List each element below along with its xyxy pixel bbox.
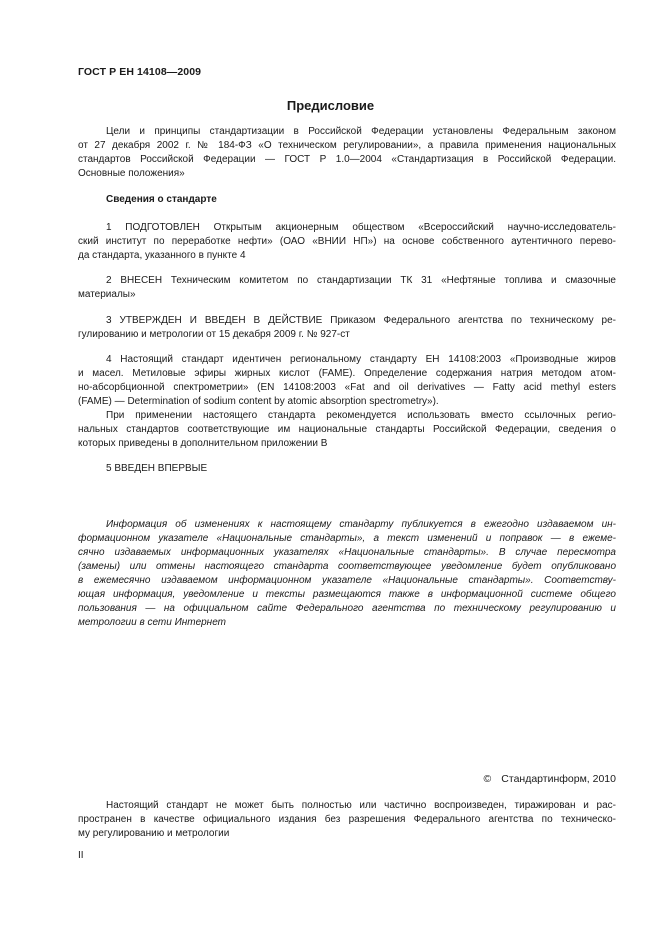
changes-info-line: пользования — на официальном сайте Федерального агентства по техническому регулированию и <box>78 603 616 614</box>
intro-paragraph <box>78 125 616 181</box>
reproduction-notice <box>78 799 616 841</box>
item-1-line: 1 ПОДГОТОВЛЕН Открытым акционерным обществом «Всероссийский научно-исследователь- <box>106 222 616 233</box>
item-1-line: да стандарта, указанного в пункте 4 <box>78 250 246 261</box>
reproduction-line: Настоящий стандарт не может быть полностью или частично воспроизведен, тиражирован и рас- <box>106 800 616 811</box>
item-4-line: и масел. Метиловые эфиры жирных кислот (FAME). Определение содержания натрия методом атом- <box>78 368 616 379</box>
intro-line: Цели и принципы стандартизации в Российской Федерации установлены Федеральным законом <box>106 126 616 137</box>
item-3-line: 3 УТВЕРЖДЕН И ВВЕДЕН В ДЕЙСТВИЕ Приказом Федерального агентства по техническому ре- <box>106 315 616 326</box>
page-number: II <box>78 850 84 861</box>
changes-info-paragraph <box>78 518 616 630</box>
item-4-note-line: нальных стандартов соответствующие им национальные стандарты Российской Федерации, сведения о <box>78 424 616 435</box>
item-2-line: материалы» <box>78 289 136 300</box>
copyright-text: Стандартинформ, 2010 <box>501 773 616 785</box>
item-4-paragraph <box>78 353 616 451</box>
intro-line: от 27 декабря 2002 г. № 184-ФЗ «О техническом регулировании», а правила применения национальных <box>78 140 616 151</box>
item-4-line: 4 Настоящий стандарт идентичен региональному стандарту ЕН 14108:2003 «Производные жиров <box>106 354 616 365</box>
item-5-line: 5 ВВЕДЕН ВПЕРВЫЕ <box>106 463 208 474</box>
changes-info-line: ющая информация, уведомление и тексты размещаются также в информационной системе общего <box>78 589 616 600</box>
item-4-note-line: которых приведены в дополнительном приложении В <box>78 438 328 449</box>
changes-info-line: сячно издаваемых информационных указателях «Национальные стандарты». В случае пересмотра <box>78 547 616 558</box>
changes-info-line: Информация об изменениях к настоящему стандарту публикуется в ежегодно издаваемом ин- <box>106 519 616 530</box>
changes-info-line: формационном указателе «Национальные стандарты», а текст изменений и поправок — в ежеме- <box>78 533 616 544</box>
changes-info-line: метрологии в сети Интернет <box>78 617 226 628</box>
reproduction-line: му регулированию и метрологии <box>78 828 230 839</box>
item-2-line: 2 ВНЕСЕН Техническим комитетом по стандартизации ТК 31 «Нефтяные топлива и смазочные <box>106 275 616 286</box>
changes-info-line: (замены) или отмены настоящего стандарта соответствующее уведомление будет опубликовано <box>78 561 616 572</box>
intro-line: стандартов Российской Федерации — ГОСТ Р 1.0—2004 «Стандартизация в Российской Федерации. <box>78 154 616 165</box>
reproduction-line: пространен в качестве официального издания без разрешения Федерального агентства по техническо- <box>78 814 616 825</box>
item-4-line: но-абсорбционной спектрометрии» (EN 14108:2003 «Fat and oil derivatives — Fatty acid methyl esters <box>78 382 616 393</box>
item-1-paragraph <box>78 221 616 263</box>
item-2-paragraph <box>78 274 616 302</box>
changes-info-line: в ежемесячно издаваемом информационном указателе «Национальные стандарты». Соответству- <box>78 575 616 586</box>
item-4-note-line: При применении настоящего стандарта рекомендуется использовать вместо ссылочных регио- <box>106 410 616 421</box>
item-4-line: (FAME) — Determination of sodium content by atomic absorption spectrometry»). <box>78 396 439 407</box>
item-3-paragraph <box>78 314 616 342</box>
preface-title: Предисловие <box>286 98 375 113</box>
copyright-symbol: © <box>483 773 492 785</box>
item-3-line: гулированию и метрологии от 15 декабря 2009 г. № 927-ст <box>78 329 350 340</box>
item-5-paragraph <box>78 462 616 476</box>
standard-info-heading: Сведения о стандарте <box>106 194 217 205</box>
copyright-notice <box>484 773 616 785</box>
document-code: ГОСТ Р ЕН 14108—2009 <box>78 66 202 78</box>
item-1-line: ский институт по переработке нефти» (ОАО «ВНИИ НП») на основе собственного аутентичного перево- <box>78 236 616 247</box>
intro-line: Основные положения» <box>78 168 185 179</box>
